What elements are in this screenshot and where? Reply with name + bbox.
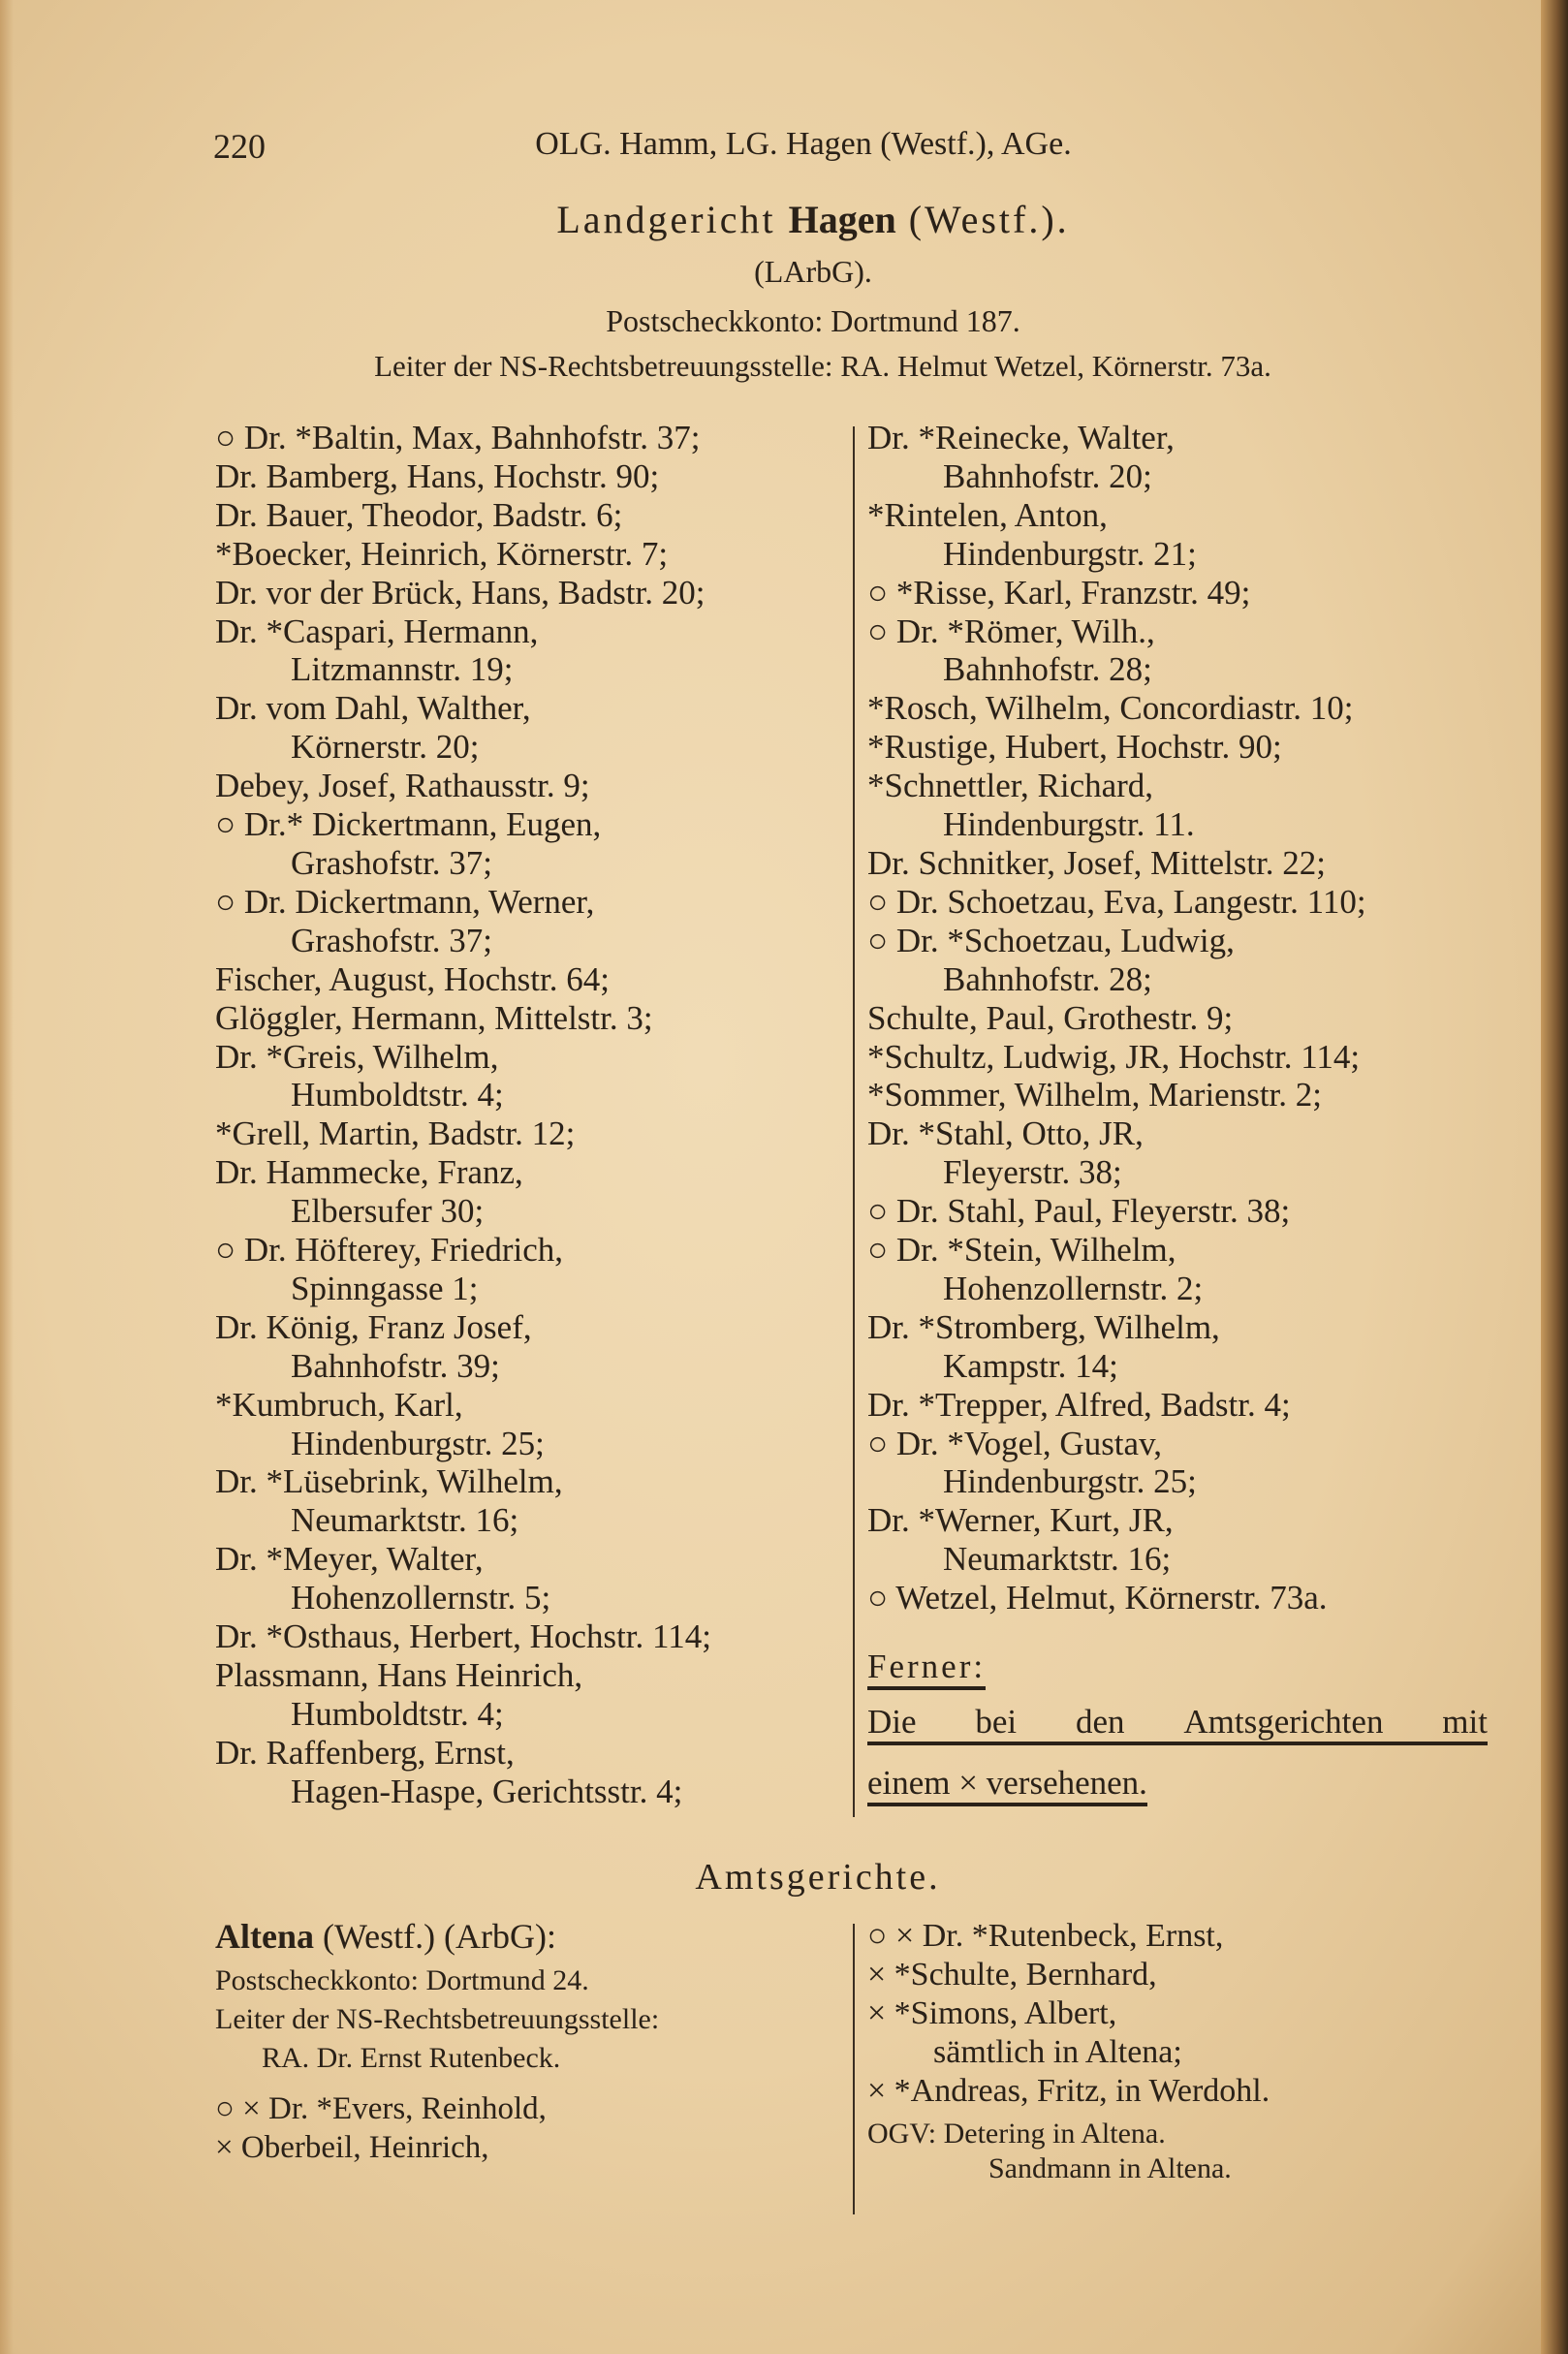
list-item: Dr. Bamberg, Hans, Hochstr. 90; [215,456,660,495]
section-subtitle: (LArbG). [754,254,872,289]
list-item-continuation: Bahnhofstr. 39; [291,1346,500,1385]
list-item-continuation: Hindenburgstr. 25; [291,1424,545,1462]
list-item: Dr. Bauer, Theodor, Badstr. 6; [215,495,623,534]
list-item: Dr. vor der Brück, Hans, Badstr. 20; [215,573,706,612]
list-item: ○ Dr. Stahl, Paul, Fleyerstr. 38; [867,1192,1291,1231]
list-item: Dr. Schnitker, Josef, Mittelstr. 22; [867,843,1327,882]
list-item: Dr. König, Franz Josef, [215,1307,532,1346]
list-item: Glöggler, Hermann, Mittelstr. 3; [215,998,653,1037]
altena-leiter-label: Leiter der NS-Rechtsbetreuungsstelle: [215,2003,660,2035]
running-head: OLG. Hamm, LG. Hagen (Westf.), AGe. [535,126,1072,162]
altena-name-suffix: (Westf.) (ArbG): [323,1917,557,1956]
list-item: Dr. Raffenberg, Ernst, [215,1733,515,1772]
list-item: Dr. *Stromberg, Wilhelm, [867,1307,1220,1346]
ferner-note-line-1 [867,1703,1488,1745]
list-item-continuation: Spinngasse 1; [291,1269,479,1307]
list-item: Dr. Hammecke, Franz, [215,1153,523,1192]
list-item: ○ Dr. *Baltin, Max, Bahnhofstr. 37; [215,419,701,456]
altena-left-block [215,1917,659,2167]
list-item: Dr. *Lüsebrink, Wilhelm, [215,1462,563,1501]
list-item-continuation: sämtlich in Altena; [933,2034,1182,2070]
list-item: Plassmann, Hans Heinrich, [215,1656,583,1694]
list-item-continuation: Bahnhofstr. 20; [943,456,1152,495]
altena-heading [215,1917,659,1956]
list-item: *Rustige, Hubert, Hochstr. 90; [867,728,1282,767]
list-item-continuation: Grashofstr. 37; [291,843,493,882]
list-item: ○ Dr. Dickertmann, Werner, [215,882,595,921]
list-item: × Oberbeil, Heinrich, [215,2130,489,2165]
list-item-continuation: Hohenzollernstr. 5; [291,1579,551,1617]
postscheck-account: Postscheckkonto: Dortmund 187. [606,303,1020,338]
list-item: × *Schulte, Bernhard, [867,1957,1157,1993]
note-word: mit [1442,1703,1488,1741]
list-item: Fischer, August, Hochstr. 64; [215,959,610,998]
list-item: Dr. *Stahl, Otto, JR, [867,1114,1144,1153]
column-divider-lower [853,1924,855,2214]
list-item: ○ × Dr. *Rutenbeck, Ernst, [867,1918,1224,1954]
list-item: ○ × Dr. *Evers, Reinhold, [215,2091,547,2126]
list-item: *Grell, Martin, Badstr. 12; [215,1114,576,1153]
list-item: ○ *Risse, Karl, Franzstr. 49; [867,573,1251,612]
list-item-continuation: Grashofstr. 37; [291,921,493,959]
list-item: × *Simons, Albert, [867,1995,1117,2031]
list-item-continuation: Bahnhofstr. 28; [943,959,1152,998]
column-divider [853,426,855,1817]
amtsgerichte-heading: Amtsgerichte. [695,1857,941,1898]
list-item: ○ Wetzel, Helmut, Körnerstr. 73a. [867,1579,1328,1617]
list-item-continuation: Bahnhofstr. 28; [943,650,1152,689]
list-item: ○ Dr. *Vogel, Gustav, [867,1424,1163,1462]
left-column-list [215,419,711,1811]
list-item: Dr. *Caspari, Hermann, [215,612,539,650]
title-suffix: (Westf.). [908,198,1070,241]
list-item-continuation: Kampstr. 14; [943,1346,1118,1385]
list-item: Dr. *Meyer, Walter, [215,1540,484,1579]
list-item: ○ Dr. *Schoetzau, Ludwig, [867,921,1235,959]
note-word: bei [975,1703,1018,1741]
list-item-continuation: Humboldtstr. 4; [291,1076,504,1114]
list-item-continuation: Hindenburgstr. 11. [943,805,1195,844]
ferner-note-line-2: einem × versehenen. [867,1764,1147,1806]
list-item: *Rintelen, Anton, [867,495,1108,534]
list-item: *Schultz, Ludwig, JR, Hochstr. 114; [867,1037,1361,1076]
altena-postscheck: Postscheckkonto: Dortmund 24. [215,1964,589,1996]
list-item-continuation: Neumarktstr. 16; [291,1501,519,1540]
list-item: Dr. *Trepper, Alfred, Badstr. 4; [867,1385,1291,1424]
list-item-continuation: Litzmannstr. 19; [291,650,514,689]
list-item: Dr. *Osthaus, Herbert, Hochstr. 114; [215,1617,711,1656]
note-word: Amtsgerichten [1183,1703,1384,1741]
list-item: Dr. *Werner, Kurt, JR, [867,1501,1174,1540]
list-item-continuation: Hindenburgstr. 25; [943,1462,1197,1501]
list-item-continuation: Körnerstr. 20; [291,728,480,767]
list-item: ○ Dr. *Römer, Wilh., [867,612,1155,650]
leiter-line: Leiter der NS-Rechtsbetreuungsstelle: RA. Helmut Wetzel, Körnerstr. 73a. [374,349,1271,383]
ogv-line: Sandmann in Altena. [988,2152,1232,2184]
list-item: *Kumbruch, Karl, [215,1385,463,1424]
note-word: Die [867,1703,917,1741]
list-item: ○ Dr. Höfterey, Friedrich, [215,1231,564,1270]
list-item: × *Andreas, Fritz, in Werdohl. [867,2073,1270,2109]
list-item: Dr. *Reinecke, Walter, [867,419,1175,456]
ogv-line: OGV: Detering in Altena. [867,2118,1166,2150]
list-item: *Rosch, Wilhelm, Concordiastr. 10; [867,689,1354,728]
list-item: ○ Dr. *Stein, Wilhelm, [867,1231,1176,1270]
note-word: den [1076,1703,1125,1741]
list-item: Dr. *Greis, Wilhelm, [215,1037,499,1076]
list-item: *Sommer, Wilhelm, Marienstr. 2; [867,1076,1322,1114]
list-item-continuation: Hohenzollernstr. 2; [943,1269,1204,1307]
list-item-continuation: Fleyerstr. 38; [943,1153,1122,1192]
title-prefix: Landgericht [556,198,776,241]
altena-leiter-name: RA. Dr. Ernst Rutenbeck. [262,2042,561,2074]
title-city: Hagen [788,198,896,241]
list-item: Schulte, Paul, Grothestr. 9; [867,998,1234,1037]
list-item-continuation: Elbersufer 30; [291,1192,485,1231]
list-item: ○ Dr.* Dickertmann, Eugen, [215,805,602,844]
list-item: Dr. vom Dahl, Walther, [215,689,531,728]
page-number: 220 [213,127,266,166]
altena-name: Altena [215,1917,314,1956]
list-item-continuation: Neumarktstr. 16; [943,1540,1172,1579]
section-title [0,197,1568,242]
right-column-list [867,419,1366,1617]
list-item: *Boecker, Heinrich, Körnerstr. 7; [215,534,669,573]
altena-right-block [867,1917,1270,2186]
list-item: ○ Dr. Schoetzau, Eva, Langestr. 110; [867,882,1366,921]
list-item-continuation: Hagen-Haspe, Gerichtsstr. 4; [291,1772,683,1810]
list-item: *Schnettler, Richard, [867,767,1154,805]
list-item-continuation: Hindenburgstr. 21; [943,534,1197,573]
list-item: Debey, Josef, Rathausstr. 9; [215,767,590,805]
ferner-heading: Ferner: [867,1648,986,1690]
list-item-continuation: Humboldtstr. 4; [291,1694,504,1733]
